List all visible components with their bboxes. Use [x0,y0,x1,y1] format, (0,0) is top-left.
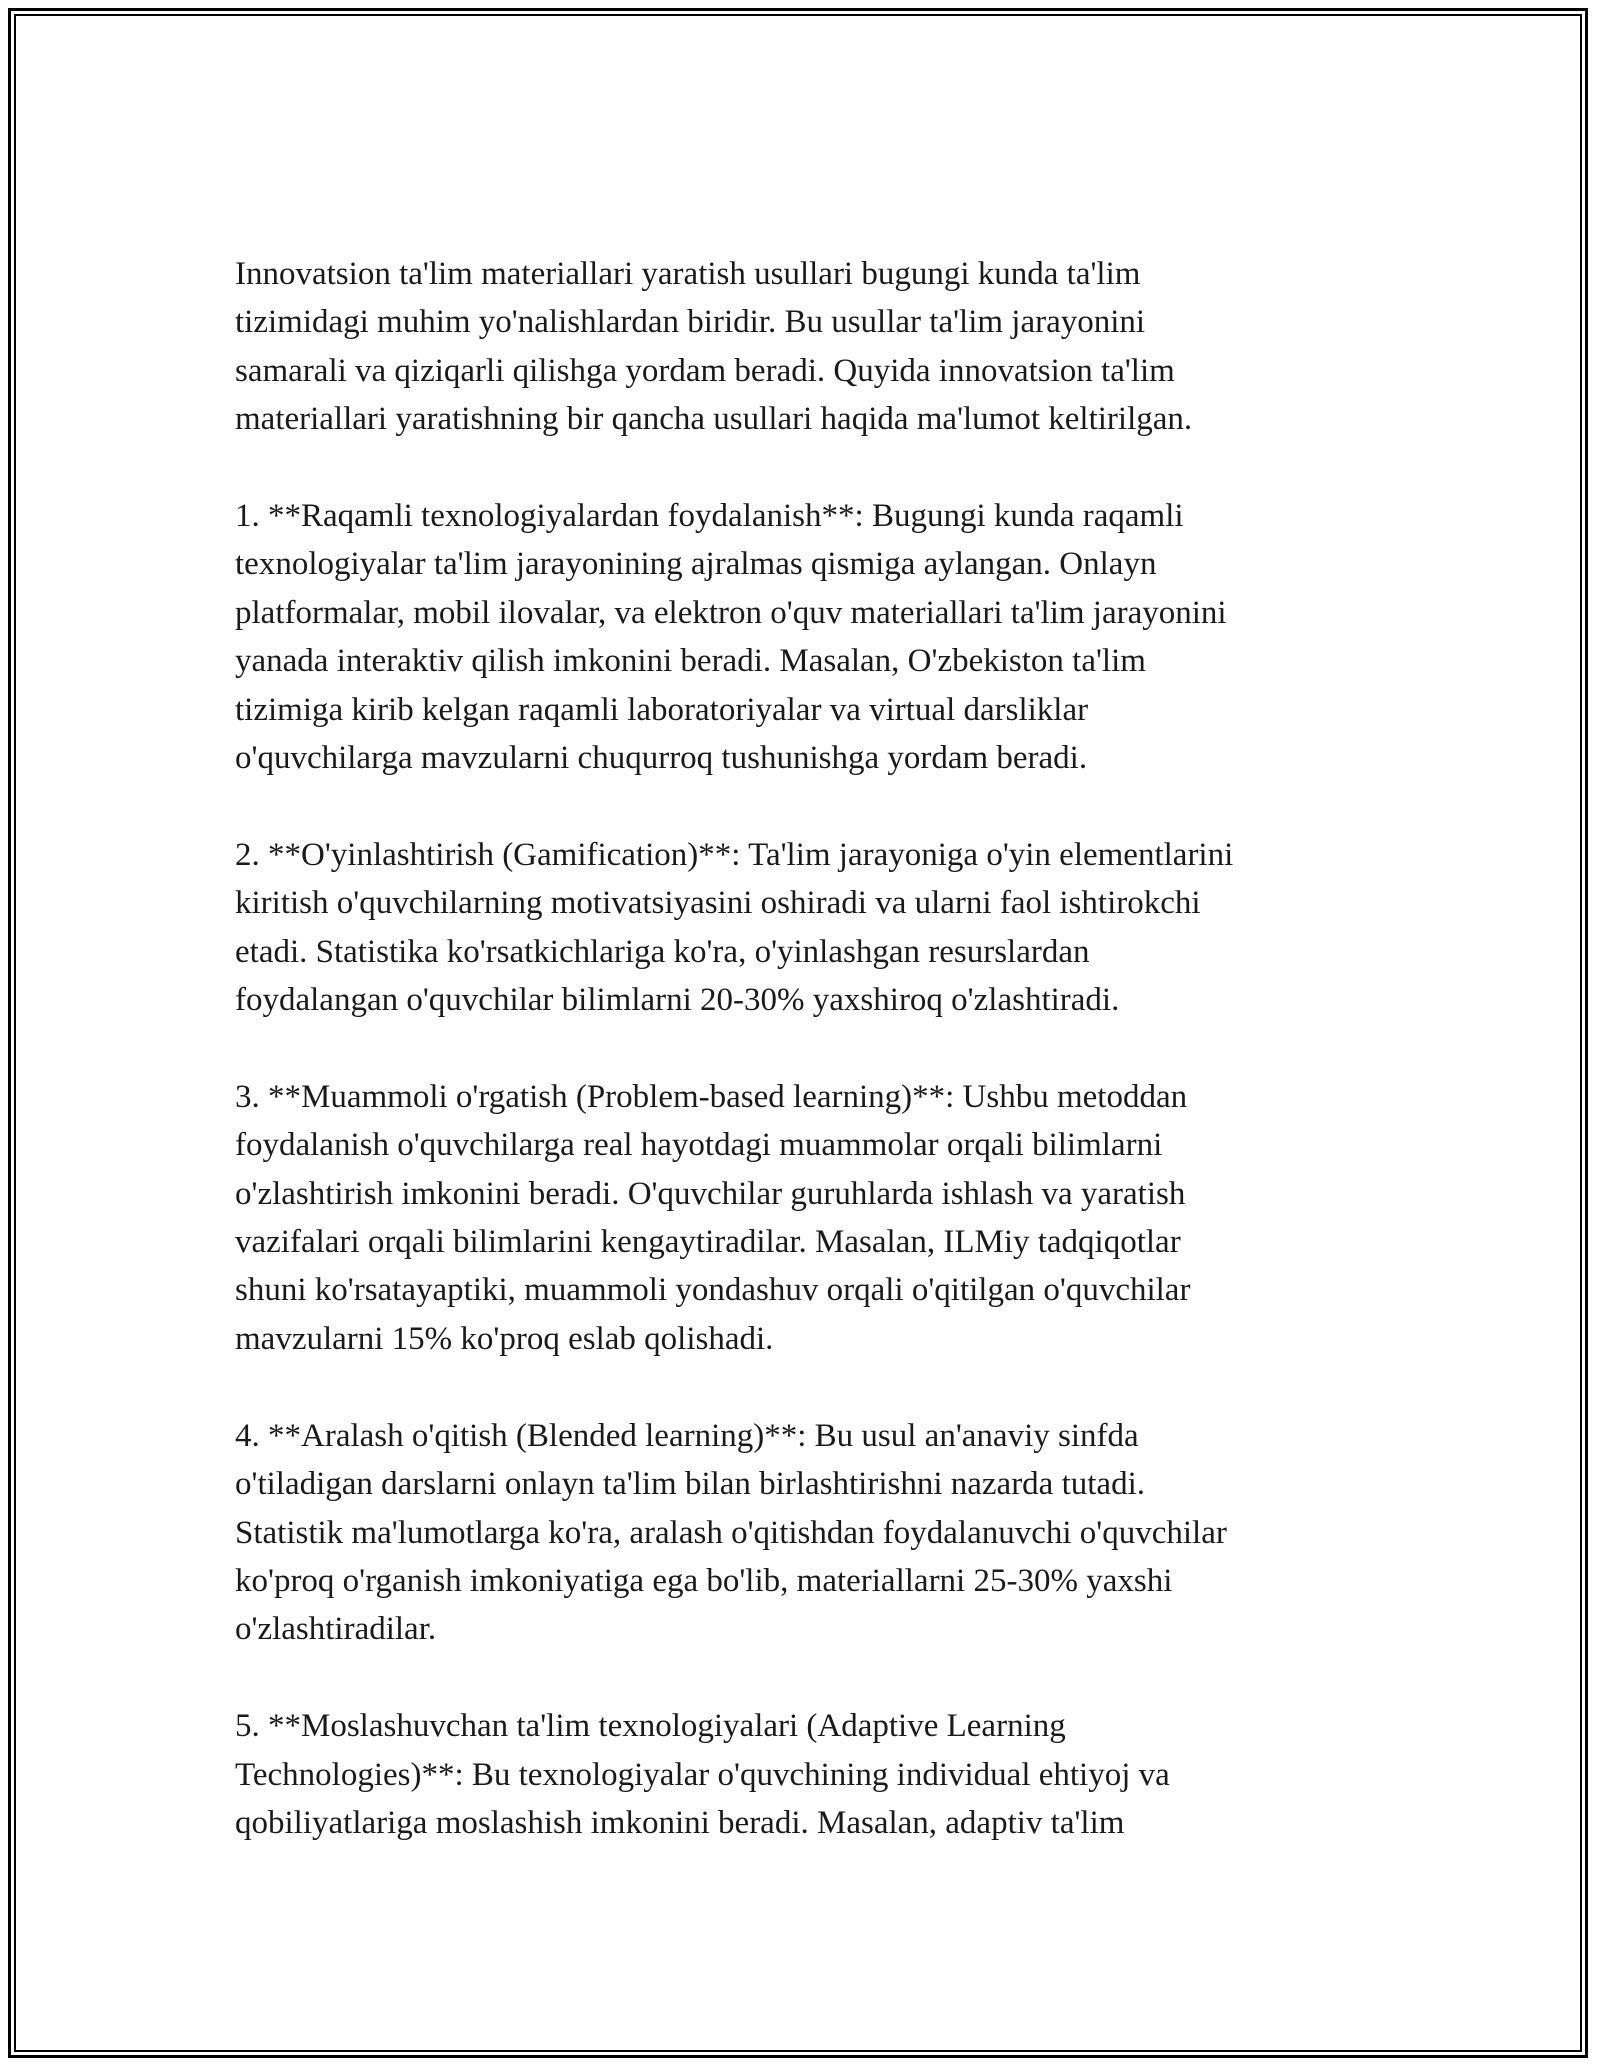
list-item-problem-based-learning: 3. **Muammoli o'rgatish (Problem-based learning)**: Ushbu metoddan foydalanish o'quvchilarga real hayotdagi muammolar orqali bilimlarni o'zlashtirish imkonini beradi. O'quvchilar guruhlarda ishlash va yaratish vazifalari orqali bilimlarini kengaytiradilar. Masalan, ILMiy tadqiqotlar shuni ko'rsatayaptiki, muammoli yondashuv orqali o'qitilgan o'quvchilar mavzularni 15% ko'proq eslab qolishadi. [235,1078,1191,1357]
list-item-digital-technologies: 1. **Raqamli texnologiyalardan foydalanish**: Bugungi kunda raqamli texnologiyalar ta'lim jarayonining ajralmas qismiga aylangan. Onlayn platformalar, mobil ilovalar, va elektron o'quv materiallari ta'lim jarayonini yanada interaktiv qilish imkonini beradi. Masalan, O'zbekiston ta'lim tizimiga kirib kelgan raqamli laboratoriyalar va virtual darsliklar o'quvchilarga mavzularni chuqurroq tushunishga yordam beradi. [235,498,1227,777]
list-item-blended-learning: 4. **Aralash o'qitish (Blended learning)**: Bu usul an'anaviy sinfda o'tiladigan darslarni onlayn ta'lim bilan birlashtirishni nazarda tutadi. Statistik ma'lumotlarga ko'ra, aralash o'qitishdan foydalanuvchi o'quvchilar ko'proq o'rganish imkoniyatiga ega bo'lib, materiallarni 25-30% yaxshi o'zlashtiradilar. [235,1417,1227,1648]
document-body [235,250,1375,1896]
intro-paragraph: Innovatsion ta'lim materiallari yaratish usullari bugungi kunda ta'lim tizimidagi muhim yo'nalishlardan biridir. Bu usullar ta'lim jarayonini samarali va qiziqarli qilishga yordam beradi. Quyida innovatsion ta'lim materiallari yaratishning bir qancha usullari haqida ma'lumot keltirilgan. [235,256,1193,438]
list-item-adaptive-learning: 5. **Moslashuvchan ta'lim texnologiyalari (Adaptive Learning Technologies)**: Bu texnologiyalar o'quvchining individual ehtiyoj va qobiliyatlariga moslashish imkonini beradi. Masalan, adaptiv ta'lim [235,1708,1170,1841]
list-item-gamification: 2. **O'yinlashtirish (Gamification)**: Ta'lim jarayoniga o'yin elementlarini kiritish o'quvchilarning motivatsiyasini oshiradi va ularni faol ishtirokchi etadi. Statistika ko'rsatkichlariga ko'ra, o'yinlashgan resurslardan foydalangan o'quvchilar bilimlarni 20-30% yaxshiroq o'zlashtiradi. [235,836,1234,1019]
